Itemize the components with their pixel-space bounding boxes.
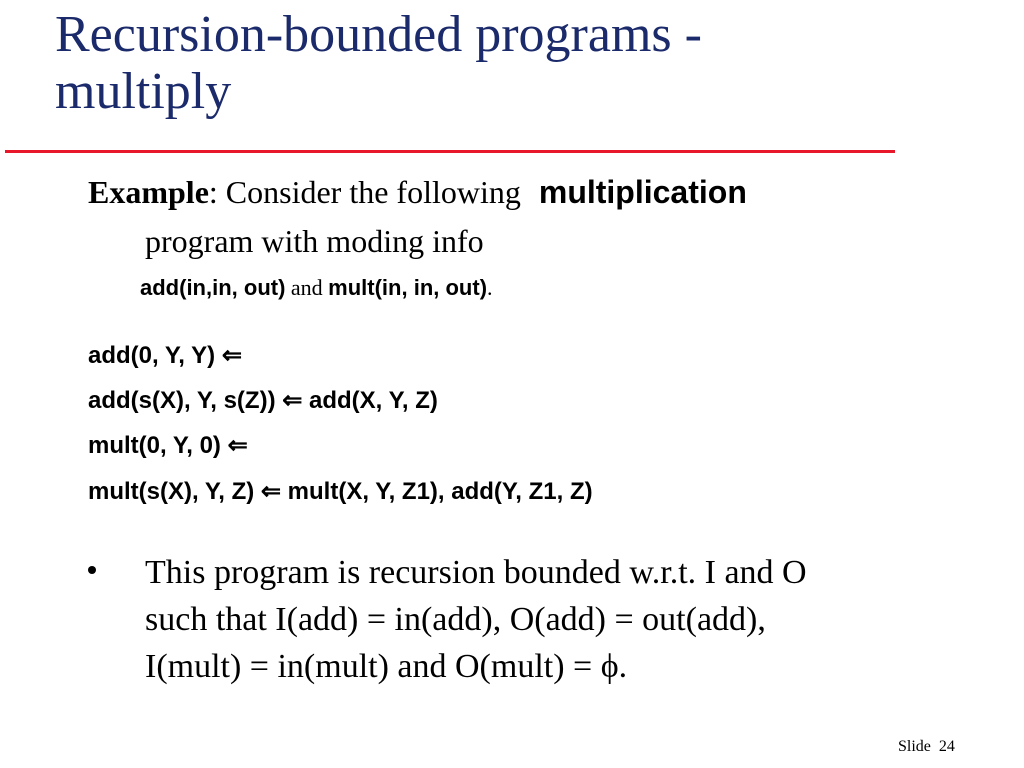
example-label: Example xyxy=(88,174,209,210)
code-line-4: mult(s(X), Y, Z) ⇐ mult(X, Y, Z1), add(Y, Z1, Z) xyxy=(88,478,593,505)
code-line-1: add(0, Y, Y) ⇐ xyxy=(88,342,242,369)
bullet-paragraph xyxy=(145,549,945,690)
add-moding: add(in,in, out) xyxy=(140,275,286,300)
moding-period: . xyxy=(487,275,493,300)
title-line-2: multiply xyxy=(55,63,232,120)
bullet-line-2: such that I(add) = in(add), O(add) = out(add), xyxy=(145,601,766,638)
mult-moding: mult(in, in, out) xyxy=(328,275,488,300)
title-underline-rule xyxy=(5,150,895,153)
moding-and: and xyxy=(285,275,329,300)
code-line-2: add(s(X), Y, s(Z)) ⇐ add(X, Y, Z) xyxy=(88,387,438,414)
moding-info xyxy=(140,273,493,303)
slide-title xyxy=(55,6,955,120)
bullet-line-3: I(mult) = in(mult) and O(mult) = ϕ. xyxy=(145,648,628,685)
code-line-3: mult(0, Y, 0) ⇐ xyxy=(88,432,248,459)
example-text: : Consider the following xyxy=(208,174,521,210)
slide-number xyxy=(898,738,955,756)
example-intro xyxy=(88,172,747,212)
slide-number-value: 24 xyxy=(938,738,955,755)
title-line-1: Recursion-bounded programs - xyxy=(55,6,702,63)
multiplication-keyword: multiplication xyxy=(538,174,747,210)
bullet-line-1: This program is recursion bounded w.r.t. I and O xyxy=(145,554,807,591)
example-continuation: program with moding info xyxy=(145,223,484,259)
bullet-icon xyxy=(88,566,96,574)
slide-label: Slide xyxy=(898,738,931,755)
